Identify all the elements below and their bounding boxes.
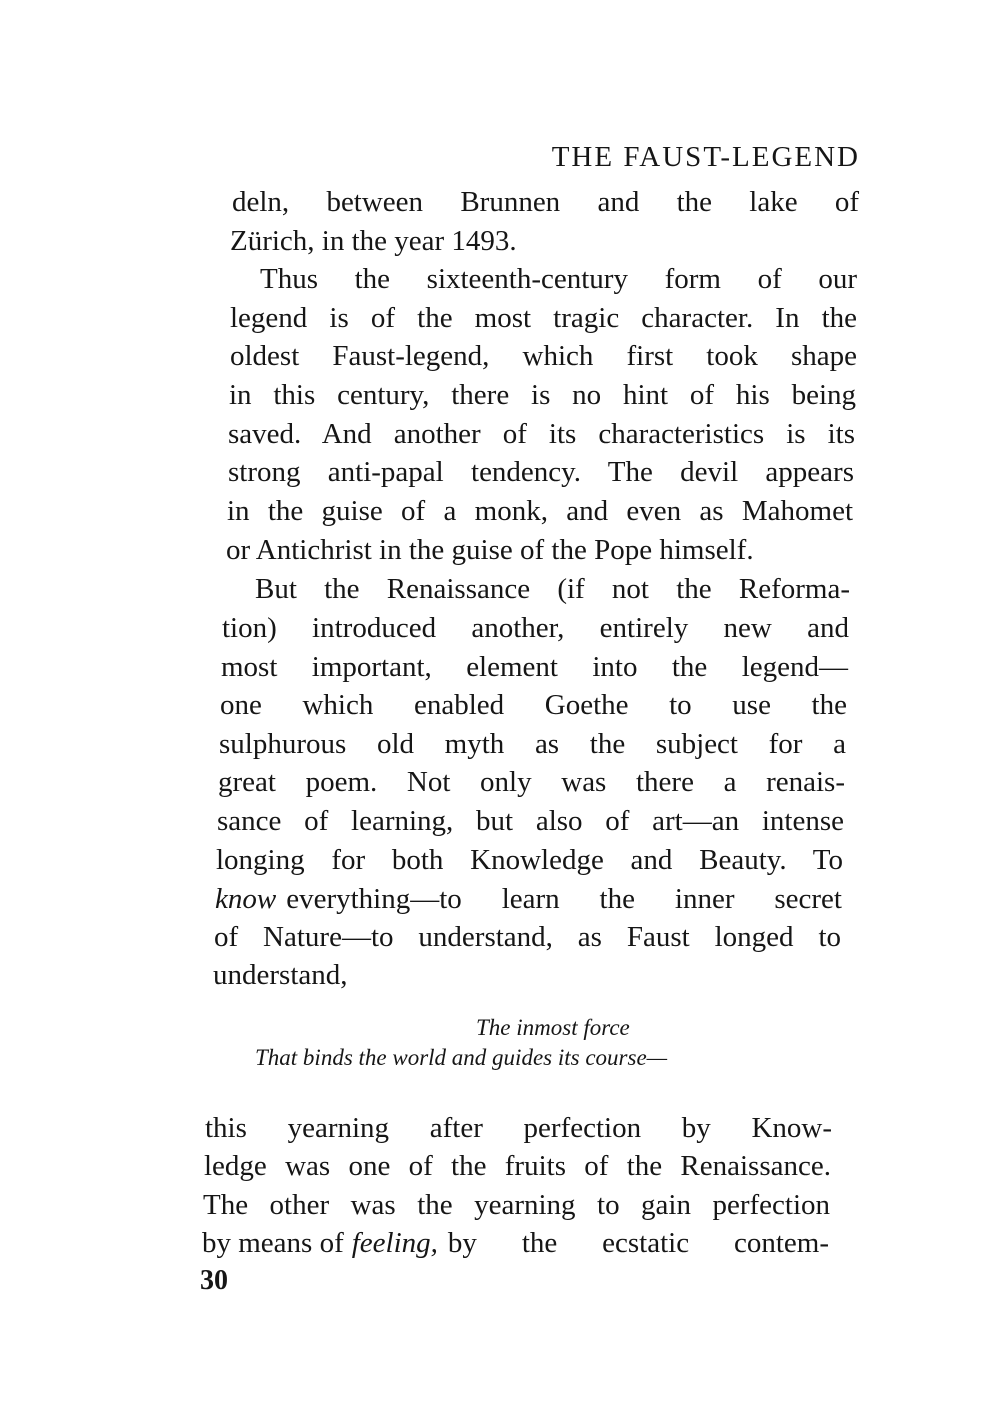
text-line: longing for both Knowledge and Beauty. To	[216, 844, 843, 876]
text-line: Zürich, in the year 1493.	[230, 225, 517, 257]
text-line: sulphurous old myth as the subject for a	[219, 728, 846, 760]
page-number: 30	[200, 1265, 228, 1296]
text-line: great poem. Not only was there a renais-	[218, 766, 845, 798]
text-line: legend is of the most tragic character. In the	[230, 302, 857, 334]
text-line: this yearning after perfection by Know-	[205, 1112, 832, 1144]
text-fragment: by the ecstatic contem-	[447, 1227, 829, 1259]
text-line-with-italic	[202, 1224, 829, 1262]
text-line: saved. And another of its characteristics is its	[228, 418, 855, 450]
text-line: deln, between Brunnen and the lake of	[232, 186, 859, 218]
text-line: one which enabled Goethe to use the	[220, 689, 847, 721]
text-fragment: by means of	[202, 1227, 344, 1259]
text-line: ledge was one of the fruits of the Renaissance.	[204, 1150, 831, 1182]
text-line: of Nature—to understand, as Faust longed to	[214, 921, 841, 953]
italic-word: know	[215, 883, 277, 915]
text-line: strong anti-papal tendency. The devil appears	[228, 456, 854, 488]
running-head: THE FAUST-LEGEND	[551, 141, 860, 173]
text-line-with-italic	[215, 880, 842, 918]
text-line: or Antichrist in the guise of the Pope himself.	[226, 534, 754, 566]
text-line: most important, element into the legend—	[221, 651, 848, 683]
italic-word: feeling,	[351, 1227, 438, 1259]
text-line: tion) introduced another, entirely new and	[222, 612, 849, 644]
text-line: in the guise of a monk, and even as Mahomet	[227, 495, 853, 527]
verse-line: The inmost force	[476, 1015, 630, 1040]
text-line: oldest Faust-legend, which first took shape	[230, 340, 857, 372]
text-line: in this century, there is no hint of his being	[229, 379, 856, 411]
text-line: The other was the yearning to gain perfection	[203, 1189, 830, 1221]
text-fragment: everything—to learn the inner secret	[286, 883, 842, 915]
text-line: sance of learning, but also of art—an intense	[217, 805, 844, 837]
verse-line: That binds the world and guides its course—	[255, 1045, 668, 1070]
text-line: Thus the sixteenth-century form of our	[260, 263, 857, 295]
text-line: But the Renaissance (if not the Reforma-	[255, 573, 850, 605]
text-line: understand,	[213, 959, 348, 991]
